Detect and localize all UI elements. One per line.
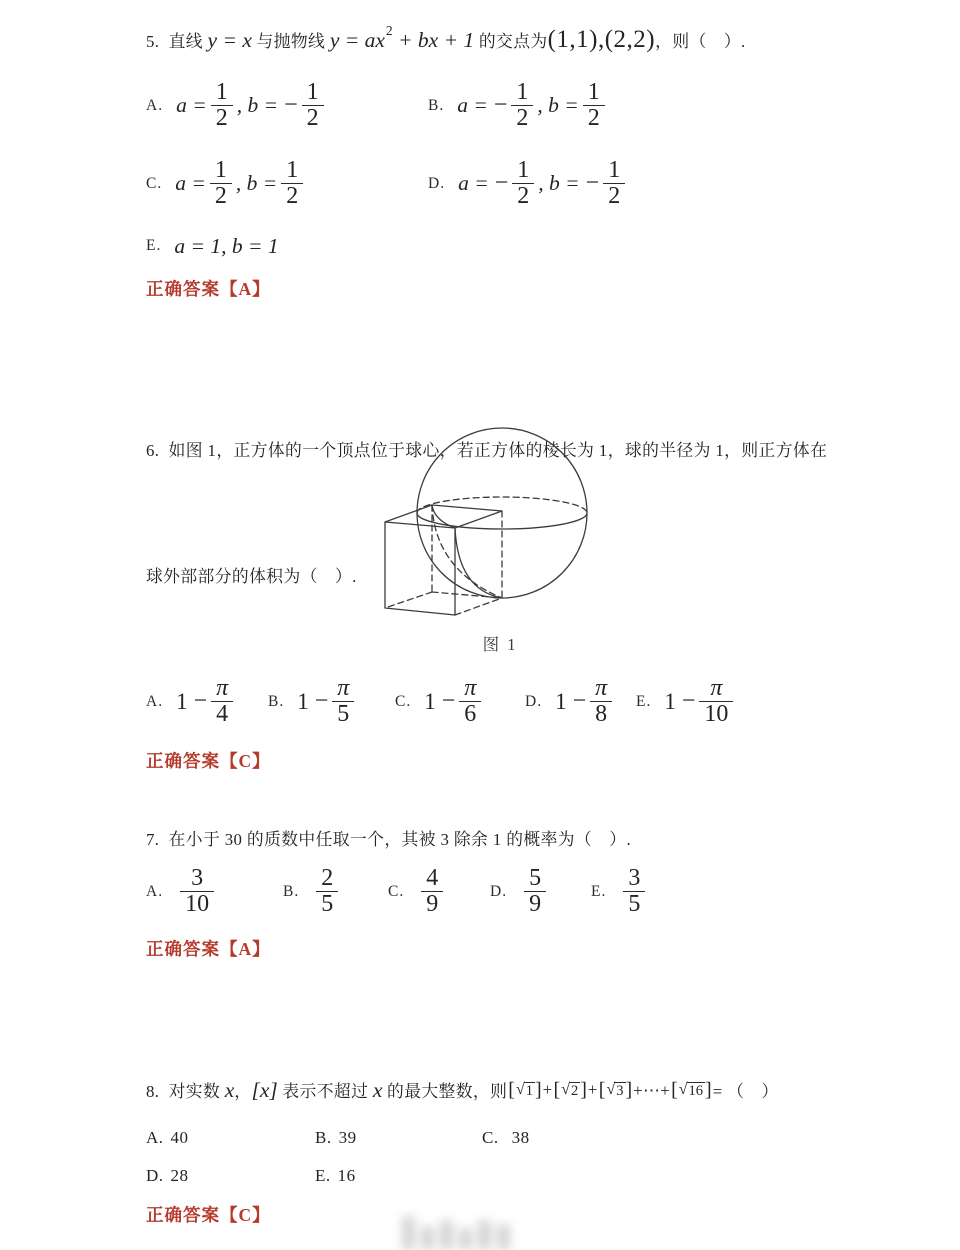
seg-var: a = [176,93,207,118]
option-label: C. [395,692,412,710]
seg-minus-sign: − [441,688,456,715]
q5-answer: 正确答案【A】 [146,279,271,299]
option-formula [176,676,237,728]
q6-option-a [146,676,237,728]
option-label: B. [268,692,285,710]
option-value: 28 [170,1166,189,1185]
figure-caption: 图 1 [482,635,518,654]
q7-answer: 正确答案【A】 [146,939,271,959]
option-formula [175,158,307,210]
seg-txt: 8. 对实数 [146,1082,225,1101]
option-label: E. [146,237,162,254]
seg-var: a = [175,171,206,196]
option-label: A. [146,96,164,114]
q8-option-a [146,1128,189,1148]
seg-minus-sign: − [681,688,696,715]
seg-txt: 5. 直线 [146,32,208,51]
q6-stem-line1: 6. 如图 1，正方体的一个顶点位于球心，若正方体的棱长为 1，球的半径为 1，则正方体在 [146,441,828,460]
seg-txt: + [542,1080,553,1099]
q7-option-a [146,866,218,918]
seg-var: , b = [235,171,278,196]
option-formula [457,80,609,132]
watermark-blob [459,1228,472,1250]
option-label: E. [315,1166,331,1185]
option-label: D. [428,174,446,192]
option-formula [664,676,737,728]
seg-txt: +⋯+ [633,1080,671,1100]
q7-option-b [283,866,342,918]
option-label: A. [146,692,164,710]
seg-minus-sign: − [572,688,587,715]
option-label: D. [490,882,508,900]
q7-option-c [388,866,447,918]
seg-bsqrt: [ √ 1 ] [508,1078,542,1101]
option-label: C. [482,1128,499,1147]
seg-frac: − $\frac{1}{2}$ [493,158,535,210]
seg-frac: $\frac{5}{9}$ [524,866,546,918]
q6-option-d [525,676,616,728]
radical-icon: √ [678,1081,688,1098]
seg-var: x [372,1077,383,1102]
seg-minus-sign: − [493,92,508,119]
option-label: B. [315,1128,332,1147]
seg-var: , b = [537,93,579,118]
option-formula [176,866,218,918]
seg-txt: ， [234,1082,252,1101]
q6-option-e [636,676,737,728]
option-formula [520,866,550,918]
q7-stem: 7. 在小于 30 的质数中任取一个，其被 3 除余 1 的概率为（ ）. [146,830,632,849]
seg-var: a = [457,93,488,118]
seg-var: [x] [251,1077,278,1102]
seg-frac: $\frac{3}{10}$ [180,866,214,918]
seg-frac: − $\frac{\pi}{10}$ [680,676,734,728]
option-label: B. [283,882,300,900]
option-value: 16 [337,1166,356,1185]
seg-frac: $\frac{1}{2}$ [583,80,605,132]
option-formula [176,80,328,132]
option-formula [424,676,485,728]
q5-option-b [428,80,609,132]
q5-option-d [428,158,629,210]
seg-num: 1 [424,688,436,714]
option-formula [174,234,278,259]
watermark-blob [402,1216,415,1250]
seg-frac: − $\frac{\pi}{6}$ [440,676,482,728]
seg-num: 1 [297,688,309,714]
option-label: C. [146,174,163,192]
q8-option-c [482,1128,530,1148]
option-formula [417,866,447,918]
seg-var: a = [458,171,489,196]
option-label: A. [146,1128,164,1147]
option-formula [458,158,629,210]
seg-minus-sign: − [585,170,600,197]
seg-txt: 表示不超过 [277,1082,373,1101]
option-label: A. [146,882,164,900]
seg-frac: $\frac{2}{5}$ [316,866,338,918]
option-label: D. [525,692,543,710]
option-value: 39 [338,1128,357,1147]
q8-option-d [146,1166,189,1186]
q6-stem-line2: 球外部部分的体积为（ ）. [146,567,357,586]
seg-txt: 的交点为 [474,32,548,51]
seg-txt: ，则（ ）. [655,32,746,51]
radical-icon: √ [606,1081,616,1098]
seg-bsqrt: [ √ 2 ] [553,1078,587,1101]
seg-txt: = （ ） [712,1082,779,1101]
seg-frac: $\frac{4}{9}$ [421,866,443,918]
q8-option-b [315,1128,357,1148]
seg-txt: 与抛物线 [251,32,330,51]
q8-stem [146,1072,779,1108]
option-formula [555,676,616,728]
seg-bsqrt: [ √ 16 ] [671,1078,712,1101]
q5-option-a [146,80,328,132]
option-label: E. [636,692,652,710]
seg-minus-sign: − [494,170,509,197]
option-label: C. [388,882,405,900]
option-label: B. [428,96,445,114]
option-value: 38 [511,1128,530,1147]
seg-frac: − $\frac{1}{2}$ [584,158,626,210]
seg-num: 1 [176,688,188,714]
watermark-blob [440,1220,453,1250]
sphere-cube-intersection-arc-back [432,505,502,598]
q6-option-c [395,676,485,728]
seg-var: , b = [538,171,580,196]
seg-txt: + [587,1080,598,1099]
seg-frac: $\frac{1}{2}$ [281,158,303,210]
seg-frac: − $\frac{\pi}{4}$ [192,676,234,728]
seg-frac: − $\frac{\pi}{5}$ [313,676,355,728]
radical-icon: √ [515,1081,525,1098]
seg-txt: 的最大整数，则 [382,1082,508,1101]
seg-frac: − $\frac{\pi}{8}$ [571,676,613,728]
q5-option-c [146,158,307,210]
seg-minus-sign: − [193,688,208,715]
q6-answer: 正确答案【C】 [146,751,271,771]
option-label: D. [146,1166,164,1185]
watermark-blob [497,1224,510,1250]
q5-option-e [146,230,279,262]
seg-sup: 2 [385,23,393,38]
seg-frac: $\frac{3}{5}$ [623,866,645,918]
sphere-cube-figure [350,420,650,625]
seg-var: y = ax [329,27,385,52]
seg-minus-sign: − [284,92,298,119]
q6-option-b [268,676,358,728]
watermark-blob [421,1226,434,1250]
seg-bsqrt: [ √ 3 ] [598,1078,633,1101]
seg-var: x [224,1077,235,1102]
seg-num: 1 [664,688,676,714]
q8-answer: 正确答案【C】 [146,1205,271,1225]
seg-frac: − $\frac{1}{2}$ [492,80,534,132]
seg-minus-sign: − [314,688,329,715]
seg-frac: $\frac{1}{2}$ [211,80,233,132]
option-value: 40 [170,1128,189,1147]
seg-var: , b = [236,93,279,118]
option-formula [312,866,342,918]
option-formula [297,676,358,728]
option-label: E. [591,882,607,900]
watermark-blur [402,1208,577,1250]
option-formula [619,866,649,918]
q5-stem [146,18,746,62]
watermark-blob [478,1220,491,1250]
radical-icon: √ [561,1081,570,1098]
seg-big: (1,1),(2,2) [547,26,656,53]
seg-var: y = x [207,27,252,52]
seg-var: + bx + 1 [392,27,475,52]
seg-num: 1 [555,688,567,714]
q8-option-e [315,1166,356,1186]
q7-option-e [591,866,649,918]
q7-option-d [490,866,550,918]
seg-var: a = 1, b = 1 [174,233,279,258]
seg-frac: $\frac{1}{2}$ [210,158,232,210]
seg-frac: − $\frac{1}{2}$ [282,80,324,132]
